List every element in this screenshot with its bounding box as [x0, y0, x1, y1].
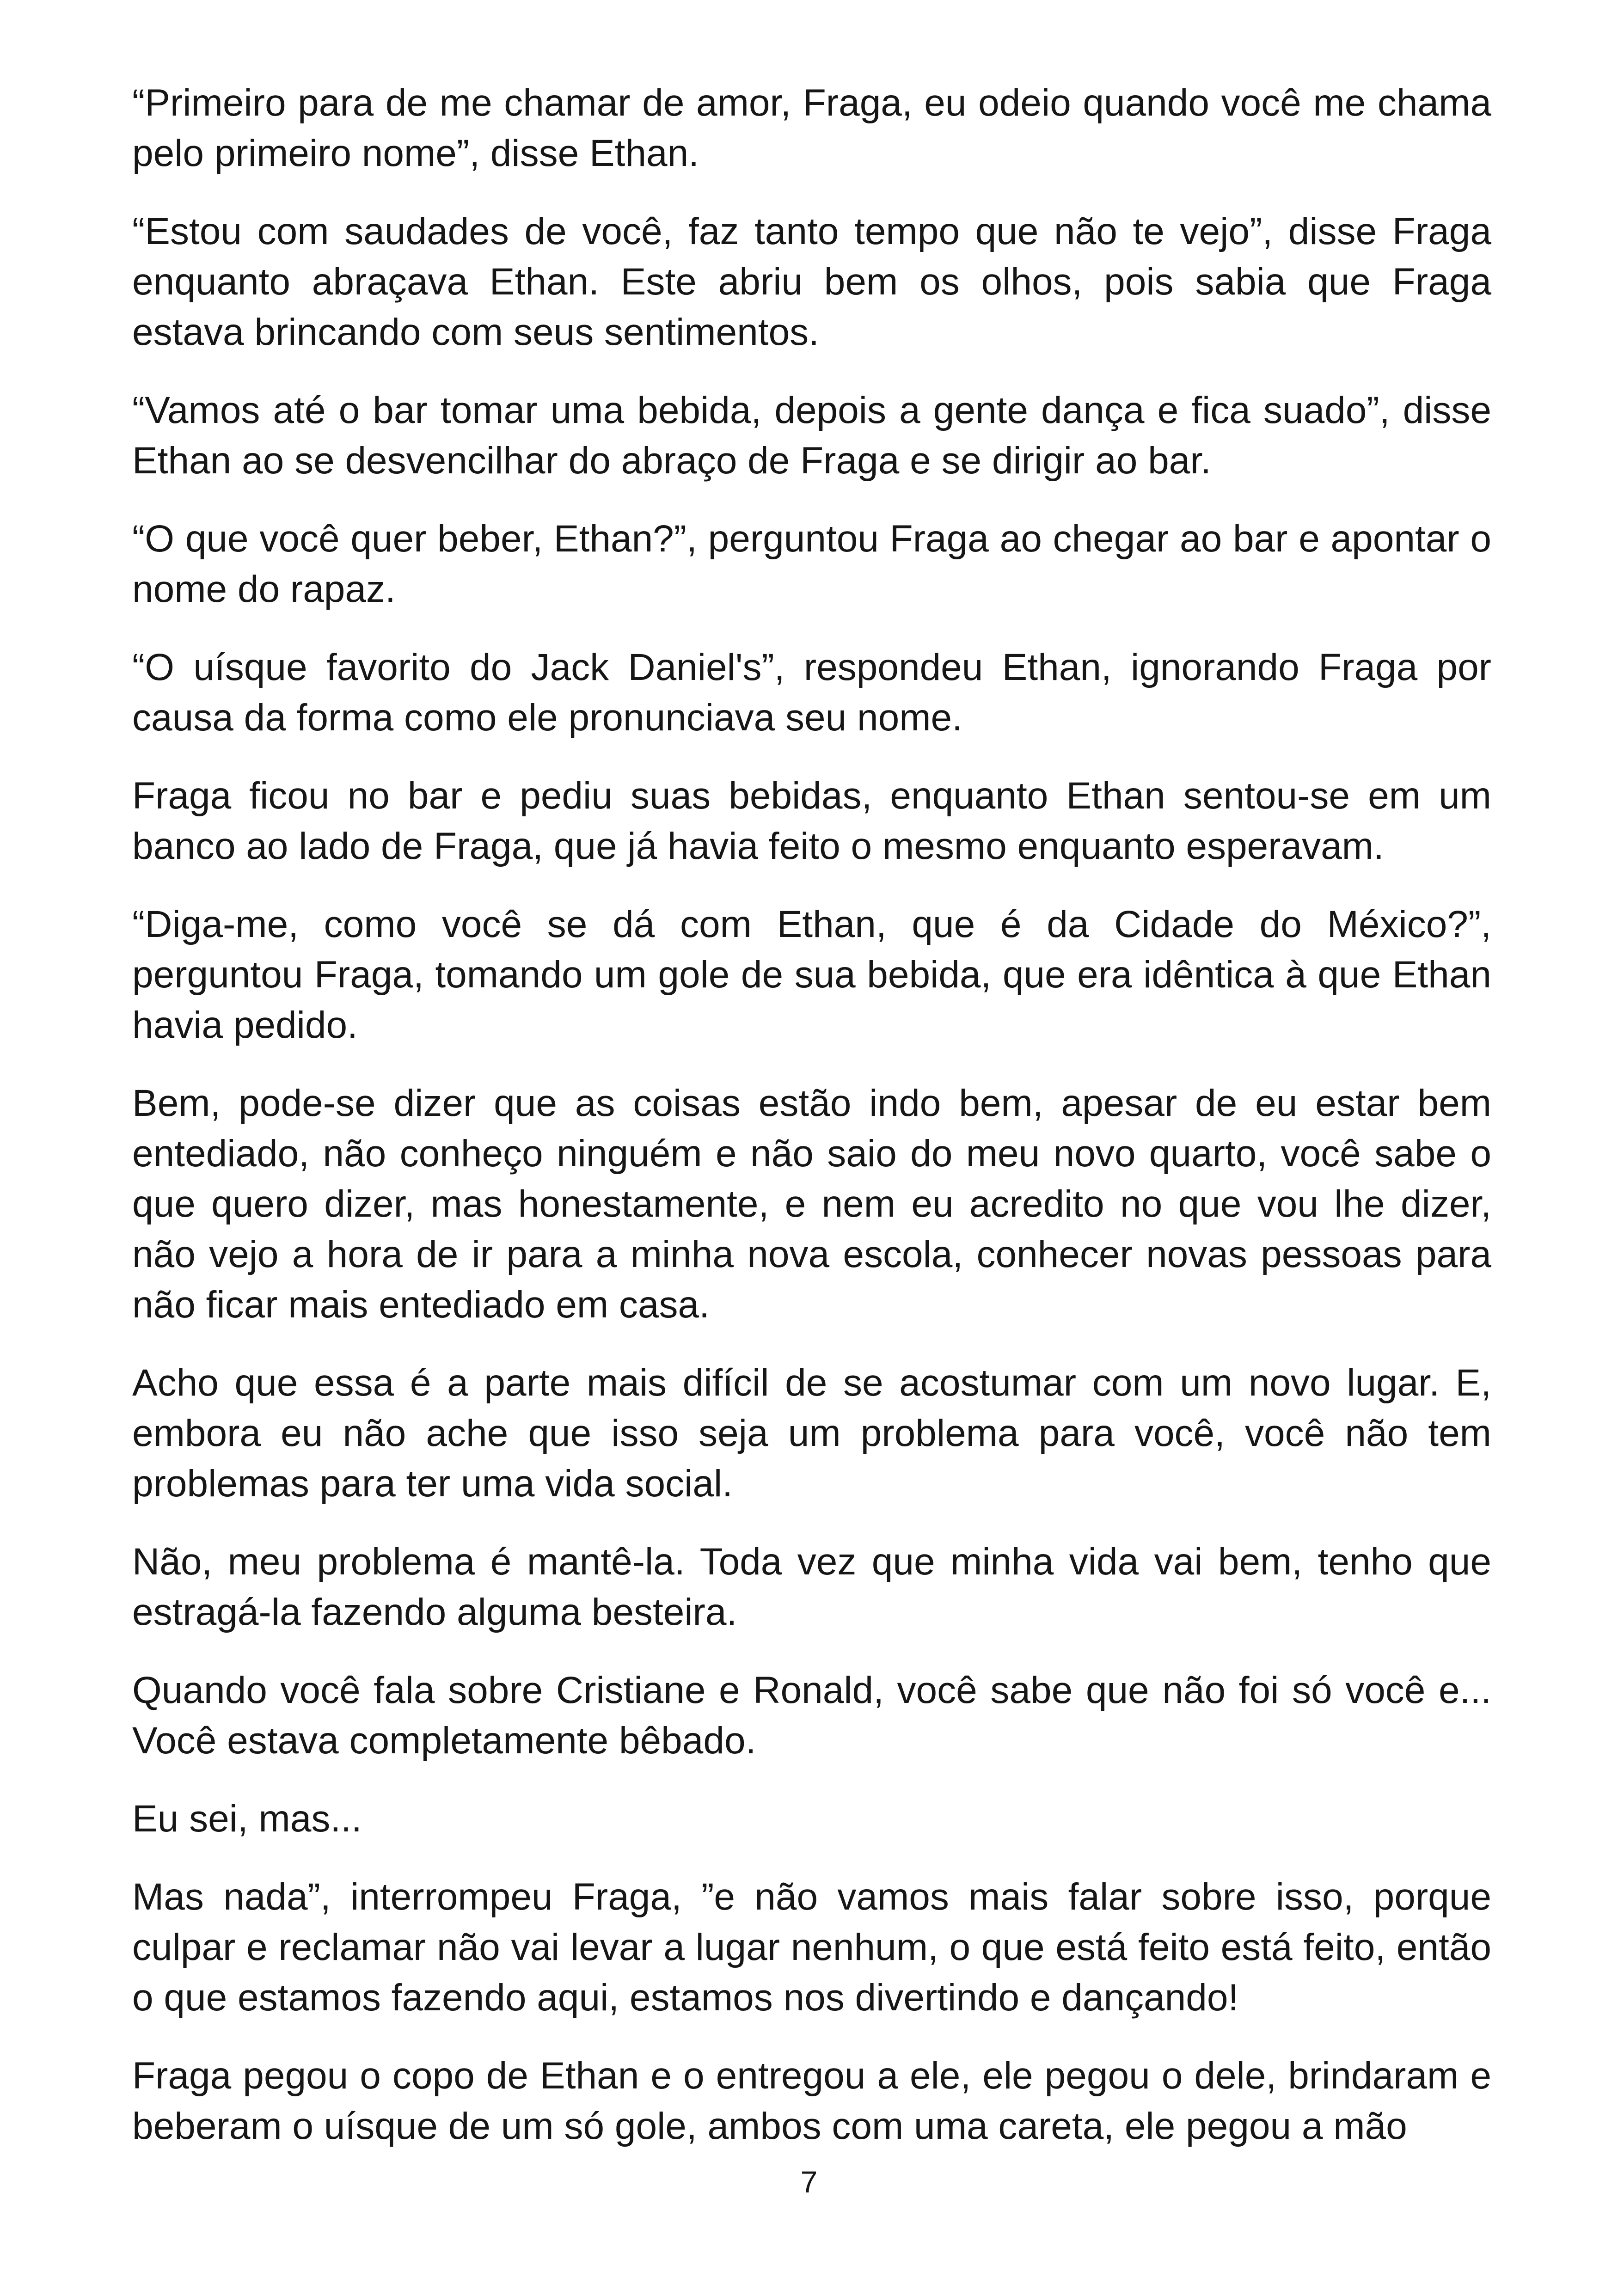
paragraph: Eu sei, mas...: [132, 1798, 362, 1840]
paragraph: Fraga ficou no bar e pediu suas bebidas, enquanto Ethan sentou-se em um banco ao lado de Fraga, que já havia feito o mesmo enquanto esperavam.: [132, 775, 1491, 867]
paragraph: “Primeiro para de me chamar de amor, Fraga, eu odeio quando você me chama pelo primeiro nome”, disse Ethan.: [132, 82, 1491, 174]
paragraph: Não, meu problema é mantê-la. Toda vez que minha vida vai bem, tenho que estragá-la fazendo alguma besteira.: [132, 1541, 1491, 1633]
page-number: 7: [800, 2165, 818, 2199]
paragraph: Acho que essa é a parte mais difícil de se acostumar com um novo lugar. E, embora eu não ache que isso seja um problema para você, você não tem problemas para ter uma vida social.: [132, 1362, 1491, 1505]
paragraph: Bem, pode-se dizer que as coisas estão indo bem, apesar de eu estar bem entediado, não conheço ninguém e não saio do meu novo quarto, você sabe o que quero dizer, mas honestamente, e nem eu acredito no que vou lhe dizer, não vejo a hora de ir para a minha nova escola, conhecer novas pessoas para não ficar mais entediado em casa.: [132, 1082, 1491, 1326]
paragraph: “Estou com saudades de você, faz tanto tempo que não te vejo”, disse Fraga enquanto abraçava Ethan. Este abriu bem os olhos, pois sabia que Fraga estava brincando com seus sentimentos.: [132, 210, 1491, 353]
paragraph: “Vamos até o bar tomar uma bebida, depois a gente dança e fica suado”, disse Ethan ao se desvencilhar do abraço de Fraga e se dirigir ao bar.: [132, 389, 1491, 482]
paragraph: Quando você fala sobre Cristiane e Ronald, você sabe que não foi só você e... Você estava completamente bêbado.: [132, 1669, 1491, 1762]
page-body-text: [132, 78, 1491, 2151]
paragraph: Fraga pegou o copo de Ethan e o entregou a ele, ele pegou o dele, brindaram e beberam o uísque de um só gole, ambos com uma careta, ele pegou a mão: [132, 2055, 1491, 2147]
paragraph: “O que você quer beber, Ethan?”, perguntou Fraga ao chegar ao bar e apontar o nome do rapaz.: [132, 518, 1491, 610]
paragraph: “O uísque favorito do Jack Daniel's”, respondeu Ethan, ignorando Fraga por causa da forma como ele pronunciava seu nome.: [132, 646, 1491, 739]
paragraph: Mas nada”, interrompeu Fraga, ”e não vamos mais falar sobre isso, porque culpar e reclamar não vai levar a lugar nenhum, o que está feito está feito, então o que estamos fazendo aqui, estamos nos divertindo e dançando!: [132, 1876, 1491, 2019]
paragraph: “Diga-me, como você se dá com Ethan, que é da Cidade do México?”, perguntou Fraga, tomando um gole de sua bebida, que era idêntica à que Ethan havia pedido.: [132, 903, 1491, 1046]
